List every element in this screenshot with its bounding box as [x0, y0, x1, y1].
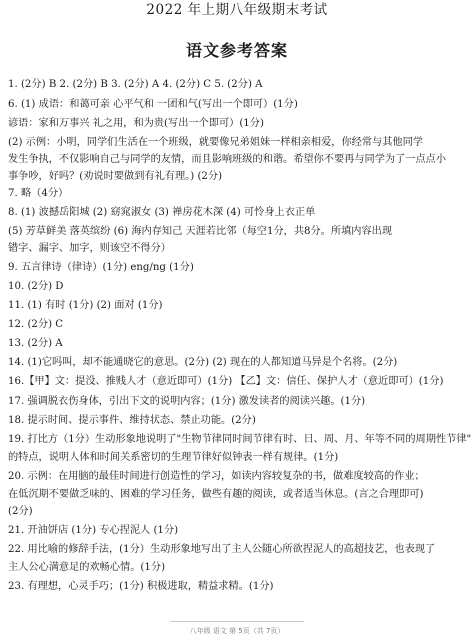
answer-line: 发生争执，不仅影响自己与同学的友情，而且影响班级的和谐。希望你不要再与同学为了一点点小: [8, 154, 447, 165]
answer-line: 22. 用比喻的修辞手法，(1分）生动形象地写出了主人公随心所欲捏泥人的高超技艺，也表现了: [8, 544, 436, 555]
answer-line: 14. (1)它吗叫，却不能通晓它的意思。(2分) (2) 现在的人都知道马异是个名将。(2分): [8, 357, 398, 368]
answer-line: 20. 示例：在用脑的最佳时间进行创造性的学习，如读内容较复杂的书，做难度较高的作业；: [8, 471, 425, 482]
answer-line: 17. 强调脱衣伤身体，引出下文的说明内容；(1分) 激发读者的阅读兴趣。(1分): [8, 396, 366, 407]
answer-line: 16.【甲】文：提没、推贱人才（意近即可）(1分) 【乙】文：信任、保护人才（意近即可）(1分): [8, 376, 444, 387]
answer-line: 谚语：家和万事兴 礼之用，和为贵(写出一个即可）(1分): [8, 118, 264, 129]
answer-line: 13. (2分) A: [8, 338, 63, 349]
answer-line: 23. 有理想，心灵手巧；(1分) 积极进取，精益求精。(1分): [8, 581, 274, 592]
answer-line: 1. (2分) B 2. (2分) B 3. (2分) A 4. (2分) C 5. (2分) A: [8, 79, 263, 90]
exam-title: 2022 年上期八年级期末考试: [146, 2, 328, 18]
answer-line: 12. (2分) C: [8, 319, 64, 330]
answer-line: 7. 略（4分）: [8, 188, 69, 199]
answer-line: 的特点，说明人体和时间关系密切的生理节律好似钟表一样有规律。(1分): [8, 452, 339, 463]
answer-line: 10. (2分) D: [8, 281, 64, 292]
answer-line: 9. 五言律诗（律诗）(1分) eng/ng (1分): [8, 262, 194, 273]
answer-line: 主人公心满意足的欢畅心情。(1分): [8, 562, 166, 573]
answer-line: 8. (1) 波撼岳阳城 (2) 窈窕淑女 (3) 禅房花木深 (4) 可怜身上衣正单: [8, 207, 316, 218]
page-footer: 八年级 语文 第 5页（共 7页）: [189, 627, 285, 635]
answer-line: (5) 芳草鲜美 落英缤纷 (6) 海内存知己 天涯若比邻（每空1分，共8分。所填内容出现: [8, 226, 393, 237]
answer-line: 6. (1) 成语：和蔼可亲 心平气和 一团和气(写出一个即可）(1分): [8, 99, 298, 110]
answer-line: 错字、漏字、加字，则该空不得分）: [8, 243, 171, 254]
footer-divider: [170, 621, 304, 622]
answer-line: 18. 提示时间、提示事件、维持状态、禁止功能。(2分): [8, 415, 256, 426]
answer-line: 事争吵，好吗？(劝说时要做到有礼有理。) (2分): [8, 171, 223, 182]
answer-line: (2) 示例：小明，同学们生活在一个班级，就要像兄弟姐妹一样相亲相爱，你经常与其他同学: [8, 137, 423, 148]
answer-line: 11. (1) 有时 (1分) (2) 面对 (1分): [8, 300, 163, 311]
answer-key-heading: 语文参考答案: [185, 41, 288, 60]
answer-line: (2分): [8, 506, 33, 517]
answer-line: 21. 开油饼店 (1分) 专心捏泥人 (1分): [8, 525, 179, 536]
answer-line: 19. 打比方（1分）生动形象地说明了"生物节律同时间节律有时、日、周、月、年等不同的周期性节律": [8, 434, 472, 445]
answer-line: 在低沉期不要做乏味的、困难的学习任务，做些有趣的阅读，或者适当休息。(言之合理即可): [8, 489, 424, 500]
